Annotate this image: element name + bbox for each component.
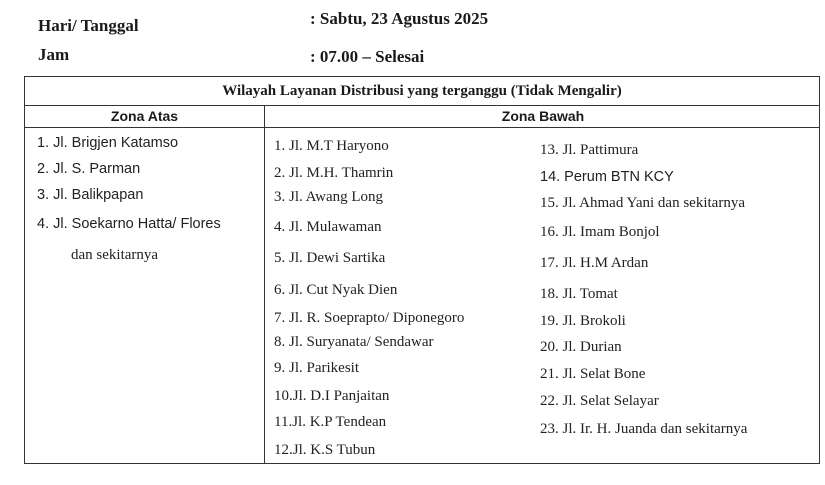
heading-divider — [25, 127, 819, 128]
zona-bawah-item: 17. Jl. H.M Ardan — [540, 255, 649, 271]
column-divider — [264, 105, 265, 463]
zona-bawah-item: 7. Jl. R. Soeprapto/ Diponegoro — [274, 310, 465, 326]
zona-bawah-item: 21. Jl. Selat Bone — [540, 366, 646, 382]
zona-bawah-item: 1. Jl. M.T Haryono — [274, 138, 389, 154]
zona-bawah-item: 14. Perum BTN KCY — [540, 169, 674, 185]
distribution-table — [24, 76, 820, 464]
time-value: : 07.00 – Selesai — [310, 47, 425, 66]
title-divider — [25, 105, 819, 106]
zona-bawah-item: 6. Jl. Cut Nyak Dien — [274, 282, 398, 298]
zona-bawah-heading: Zona Bawah — [501, 108, 585, 124]
zona-bawah-item: 11.Jl. K.P Tendean — [274, 414, 387, 430]
zona-bawah-item: 12.Jl. K.S Tubun — [274, 442, 376, 458]
table-title: Wilayah Layanan Distribusi yang terganggu (Tidak Mengalir) — [222, 83, 622, 99]
zona-bawah-item: 22. Jl. Selat Selayar — [540, 393, 659, 409]
zona-bawah-item: 10.Jl. D.I Panjaitan — [274, 388, 390, 404]
zona-bawah-item: 23. Jl. Ir. H. Juanda dan sekitarnya — [540, 421, 748, 437]
zona-bawah-item: 4. Jl. Mulawaman — [274, 219, 382, 235]
zona-bawah-item: 18. Jl. Tomat — [540, 286, 618, 302]
zona-bawah-item: 13. Jl. Pattimura — [540, 142, 639, 158]
zona-bawah-item: 20. Jl. Durian — [540, 339, 622, 355]
zona-bawah-item: 2. Jl. M.H. Thamrin — [274, 165, 394, 181]
zona-bawah-item: 19. Jl. Brokoli — [540, 313, 626, 329]
day-date-value: : Sabtu, 23 Agustus 2025 — [310, 9, 489, 28]
zona-bawah-item: 15. Jl. Ahmad Yani dan sekitarnya — [540, 195, 745, 211]
zona-bawah-item: 9. Jl. Parikesit — [274, 360, 359, 376]
zona-atas-item: 1. Jl. Brigjen Katamso — [37, 135, 179, 151]
zona-bawah-item: 5. Jl. Dewi Sartika — [274, 250, 386, 266]
zona-bawah-item: 16. Jl. Imam Bonjol — [540, 224, 660, 240]
zona-atas-heading: Zona Atas — [110, 108, 179, 124]
zona-bawah-item: 8. Jl. Suryanata/ Sendawar — [274, 334, 434, 350]
zona-atas-item: 4. Jl. Soekarno Hatta/ Flores — [37, 216, 221, 232]
zona-atas-item: 3. Jl. Balikpapan — [37, 187, 144, 203]
time-label: Jam — [38, 45, 70, 64]
zona-atas-item: dan sekitarnya — [71, 247, 159, 263]
zona-atas-item: 2. Jl. S. Parman — [37, 161, 141, 177]
zona-bawah-item: 3. Jl. Awang Long — [274, 189, 384, 205]
day-date-label: Hari/ Tanggal — [38, 16, 139, 35]
